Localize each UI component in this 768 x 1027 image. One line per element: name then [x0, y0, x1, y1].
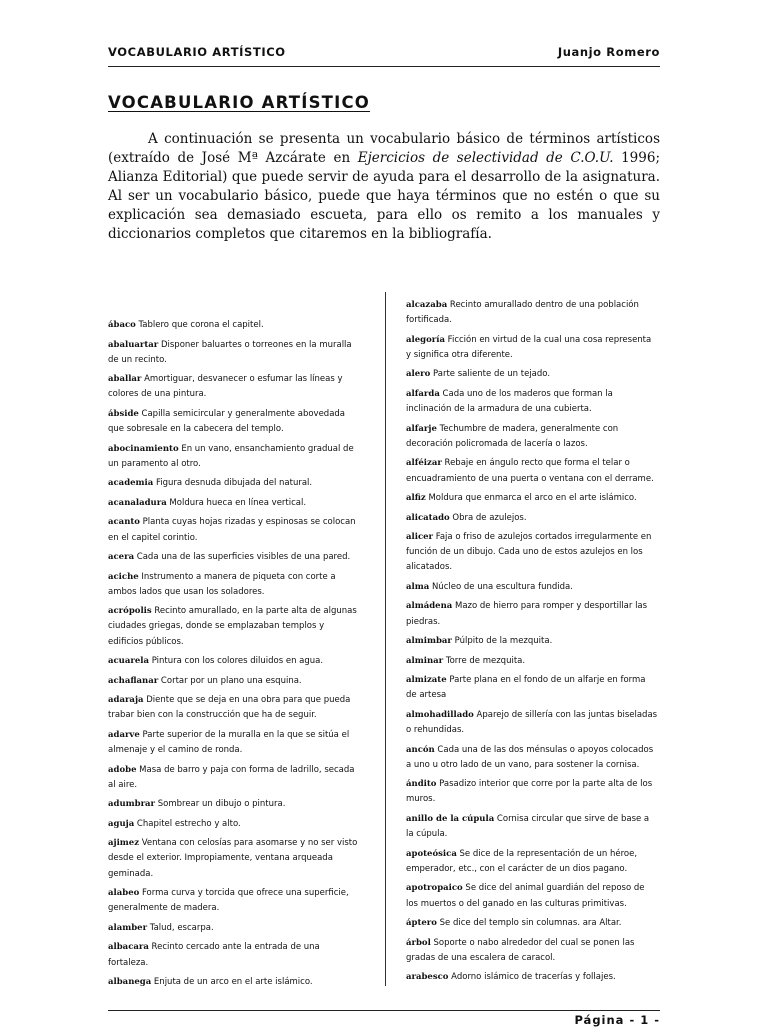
glossary-term: alcazaba — [406, 300, 448, 310]
glossary-entry — [108, 940, 358, 970]
glossary-definition: Parte saliente de un tejado. — [430, 369, 551, 380]
glossary-entry — [108, 693, 358, 723]
glossary-term: adarve — [108, 729, 140, 740]
glossary-entry — [108, 836, 358, 882]
glossary-entry — [108, 886, 358, 916]
glossary-entry — [108, 975, 358, 990]
glossary-definition: Moldura que enmarca el arco en el arte islámico. — [425, 493, 637, 504]
glossary-term: ándito — [406, 779, 437, 790]
glossary-term: acuarela — [108, 656, 149, 667]
glossary-definition: Forma curva y torcida que ofrece una superficie, generalmente de madera. — [108, 888, 349, 914]
glossary-term: abaluartar — [108, 339, 159, 350]
glossary-entry — [108, 496, 358, 511]
glossary-entry — [406, 333, 658, 363]
glossary-entry — [406, 654, 658, 669]
glossary-term: alféizar — [406, 458, 442, 469]
glossary-term: almizate — [406, 675, 447, 686]
glossary-entry — [108, 763, 358, 793]
glossary-definition: Instrumento a manera de piqueta con corte a ambos lados que usan los soladores. — [108, 571, 336, 597]
glossary-term: albacara — [108, 942, 149, 953]
glossary-entry — [108, 654, 358, 669]
intro-text-part2: 1996; Alianza Editorial) que puede servir de ayuda para el desarrollo de la asignatura. Al ser un vocabulario básico, puede que haya términos que no estén o que su explicación sea demasiado escueta, para ello os remito a los manuales y diccionarios completos que citaremos en la bibliografía. — [108, 150, 660, 242]
glossary-definition: Diente que se deja en una obra para que pueda trabar bien con la construcción que ha de seguir. — [108, 695, 351, 721]
glossary-term: ancón — [406, 744, 435, 755]
intro-text-part1: A continuación se presenta un vocabulario básico de términos artísticos (extraído de José Mª Azcárate en — [108, 131, 660, 166]
glossary-entry — [108, 550, 358, 565]
column-divider — [385, 292, 386, 986]
intro-paragraph — [108, 130, 660, 244]
glossary-term: acanto — [108, 517, 140, 528]
glossary-entry — [406, 777, 658, 807]
glossary-definition: Púlpito de la mezquita. — [451, 636, 553, 647]
glossary-definition: Obra de azulejos. — [449, 512, 527, 523]
glossary-definition: Tablero que corona el capitel. — [135, 320, 264, 330]
glossary-definition: Recinto cercado ante la entrada de una fortaleza. — [108, 942, 320, 968]
glossary-term: ajimez — [108, 838, 140, 849]
glossary-column-left — [108, 318, 358, 995]
glossary-term: alamber — [108, 922, 148, 933]
glossary-term: ábaco — [108, 320, 136, 330]
glossary-definition: Cada una de las superficies visibles de una pared. — [134, 552, 351, 563]
glossary-entry — [108, 817, 358, 832]
glossary-definition: Parte superior de la muralla en la que se sitúa el almenaje y el camino de ronda. — [108, 729, 350, 756]
header-rule — [108, 66, 660, 67]
glossary-term: alabeo — [108, 888, 140, 899]
glossary-definition: Sombrear un dibujo o pintura. — [155, 799, 286, 810]
glossary-entry — [406, 422, 658, 452]
running-header-author: Juanjo Romero — [557, 45, 660, 59]
glossary-definition: Se dice de la representación de un héroe, emperador, etc., con el carácter de un dios pagano. — [406, 848, 638, 874]
glossary-term: alicatado — [406, 512, 450, 523]
glossary-term: árbol — [406, 937, 431, 948]
glossary-entry — [108, 604, 358, 650]
glossary-term: acera — [108, 552, 135, 563]
glossary-term: alero — [406, 369, 431, 380]
glossary-definition: Talud, escarpa. — [147, 922, 214, 933]
glossary-definition: Disponer baluartes o torreones en la muralla de un recinto. — [108, 339, 352, 365]
glossary-definition: Recinto amurallado dentro de una población fortificada. — [406, 300, 639, 326]
glossary-entry — [406, 491, 658, 506]
glossary-entry — [406, 847, 658, 877]
glossary-term: adobe — [108, 764, 137, 775]
glossary-entry — [108, 372, 358, 402]
glossary-definition: Soporte o nabo alrededor del cual se ponen las gradas de una escalera de caracol. — [406, 937, 635, 963]
glossary-definition: Ventana con celosías para asomarse y no ser visto desde el exterior. Impropiamente, ventana arqueada geminada. — [108, 838, 358, 879]
glossary-term: acrópolis — [108, 606, 152, 617]
glossary-term: alminar — [406, 655, 444, 666]
glossary-entry — [108, 728, 358, 758]
glossary-entry — [406, 456, 658, 486]
glossary-entry — [406, 530, 658, 576]
glossary-entry — [406, 812, 658, 842]
glossary-term: achaflanar — [108, 675, 159, 686]
glossary-term: acanaladura — [108, 497, 167, 508]
glossary-entry — [108, 515, 358, 545]
glossary-definition: Moldura hueca en línea vertical. — [166, 497, 307, 508]
glossary-definition: Se dice del templo sin columnas. ara Altar. — [436, 918, 622, 929]
glossary-definition: Planta cuyas hojas rizadas y espinosas se colocan en el capitel corintio. — [108, 517, 356, 543]
glossary-definition: Núcleo de una escultura fundida. — [429, 581, 573, 592]
glossary-term: albanega — [108, 977, 152, 988]
glossary-term: almádena — [406, 601, 453, 612]
glossary-entry — [406, 970, 658, 985]
glossary-term: abocinamiento — [108, 443, 179, 454]
glossary-term: alfarda — [406, 388, 440, 399]
glossary-term: alicer — [406, 532, 434, 543]
glossary-term: anillo de la cúpula — [406, 813, 495, 824]
glossary-entry — [406, 298, 658, 328]
glossary-term: aciche — [108, 571, 139, 582]
glossary-entry — [406, 634, 658, 649]
glossary-entry — [406, 743, 658, 773]
glossary-term: almimbar — [406, 636, 452, 647]
glossary-definition: Chapitel estrecho y alto. — [134, 818, 241, 829]
glossary-term: arabesco — [406, 972, 449, 983]
glossary-entry — [108, 318, 358, 333]
page-number: Página - 1 - — [574, 1013, 660, 1027]
glossary-term: alfiz — [406, 493, 426, 504]
glossary-definition: Amortiguar, desvanecer o esfumar las líneas y colores de una pintura. — [108, 374, 343, 400]
glossary-definition: Recinto amurallado, en la parte alta de algunas ciudades griegas, donde se emplazaban templos y edificios públicos. — [108, 606, 357, 647]
glossary-term: alegoría — [406, 334, 445, 345]
running-header-title: VOCABULARIO ARTÍSTICO — [108, 45, 286, 59]
glossary-definition: Cornisa circular que sirve de base a la cúpula. — [406, 813, 650, 840]
glossary-entry — [406, 511, 658, 526]
glossary-definition: Ficción en virtud de la cual una cosa representa y significa otra diferente. — [406, 334, 652, 360]
glossary-definition: Pasadizo interior que corre por la parte alta de los muros. — [406, 779, 653, 805]
glossary-entry — [406, 367, 658, 382]
glossary-entry — [108, 476, 358, 491]
glossary-definition: Masa de barro y paja con forma de ladrillo, secada al aire. — [108, 764, 355, 790]
glossary-entry — [406, 387, 658, 417]
glossary-definition: Cada uno de los maderos que forman la inclinación de la armadura de una cubierta. — [406, 388, 613, 415]
glossary-definition: Techumbre de madera, generalmente con decoración policromada de lacería o lazos. — [406, 423, 619, 449]
glossary-entry — [108, 921, 358, 936]
glossary-definition: Rebaje en ángulo recto que forma el telar o encuadramiento de una puerta o ventana con el derrame. — [406, 458, 654, 484]
glossary-term: almohadillado — [406, 709, 474, 720]
glossary-entry — [108, 570, 358, 600]
glossary-definition: Cada una de las dos ménsulas o apoyos colocados a uno u otro lado de un vano, para sostener la cornisa. — [406, 744, 654, 770]
glossary-term: adumbrar — [108, 799, 156, 810]
glossary-term: apotropaico — [406, 883, 463, 894]
glossary-term: áptero — [406, 918, 437, 929]
glossary-entry — [108, 442, 358, 472]
glossary-column-right — [406, 298, 658, 990]
glossary-entry — [406, 916, 658, 931]
glossary-definition: Torre de mezquita. — [443, 655, 526, 666]
glossary-definition: Mazo de hierro para romper y desportillar las piedras. — [406, 601, 648, 627]
glossary-definition: Capilla semicircular y generalmente abovedada que sobresale en la cabecera del templo. — [108, 408, 346, 435]
glossary-term: aballar — [108, 374, 142, 385]
glossary-term: aguja — [108, 818, 135, 829]
glossary-entry — [406, 708, 658, 738]
glossary-term: apoteósica — [406, 848, 457, 859]
running-header — [108, 44, 660, 64]
glossary-entry — [406, 881, 658, 911]
document-title: VOCABULARIO ARTÍSTICO — [108, 93, 371, 112]
glossary-term: alma — [406, 581, 430, 592]
glossary-definition: Se dice del animal guardián del reposo de los muertos o del ganado en las culturas primitivas. — [406, 883, 645, 909]
glossary-term: adaraja — [108, 695, 144, 706]
glossary-entry — [406, 673, 658, 703]
glossary-entry — [108, 797, 358, 812]
intro-source-title: Ejercicios de selectividad de C.O.U. — [357, 150, 614, 166]
glossary-term: academia — [108, 478, 154, 489]
glossary-entry — [108, 407, 358, 437]
glossary-entry — [108, 338, 358, 368]
glossary-term: ábside — [108, 408, 139, 419]
glossary-definition: Enjuta de un arco en el arte islámico. — [151, 977, 313, 988]
footer-rule — [108, 1010, 660, 1011]
glossary-definition: Parte plana en el fondo de un alfarje en forma de artesa — [406, 675, 646, 701]
glossary-definition: Pintura con los colores diluidos en agua. — [149, 656, 324, 667]
glossary-definition: Figura desnuda dibujada del natural. — [153, 478, 313, 489]
glossary-definition: Faja o friso de azulejos cortados irregularmente en función de un dibujo. Cada uno de estos azulejos en los alicatados. — [406, 532, 652, 573]
glossary-entry — [406, 936, 658, 966]
glossary-entry — [406, 599, 658, 629]
glossary-entry — [406, 580, 658, 595]
glossary-definition: Cortar por un plano una esquina. — [158, 675, 302, 686]
glossary-definition: Adorno islámico de tracerías y follajes. — [448, 972, 616, 983]
glossary-entry — [108, 674, 358, 689]
glossary-definition: En un vano, ensanchamiento gradual de un paramento al otro. — [108, 443, 354, 469]
glossary-term: alfarje — [406, 423, 437, 434]
glossary-definition: Aparejo de sillería con las juntas biseladas o rehundidas. — [406, 709, 658, 736]
